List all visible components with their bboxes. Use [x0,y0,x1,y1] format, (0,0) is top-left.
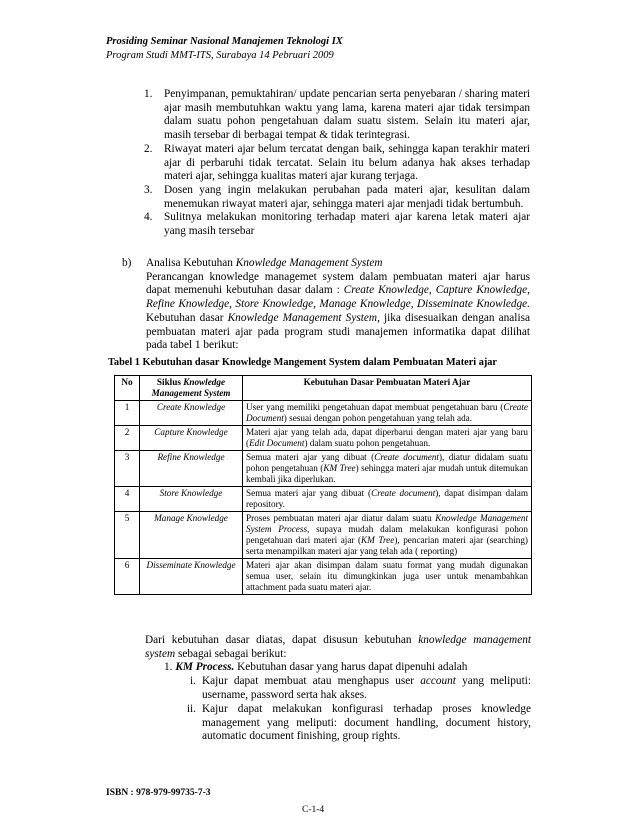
table-caption: Tabel 1 Kebutuhan dasar Knowledge Mangement System dalam Pembuatan Materi ajar [108,357,497,368]
table-row: 3 Refine Knowledge Semua materi ajar yang dibuat (Create document), diatur didalam suatu pohon pengetahuan (KM Tree) sehingga materi ajar mudah untuk ditemukan kembali jika diperlukan. [115,451,532,487]
header-siklus: Siklus Knowledge Management System [140,376,243,401]
table-row: 5 Manage Knowledge Proses pembuatan materi ajar diatur dalam suatu Knowledge Management System Process, supaya mudah dalam melakukan konfigurasi pohon pengetahuan dari materi ajar (KM Tree), pencarian materi ajar (searching) serta menampilkan materi ajar yang telah ada ( reporting) [115,512,532,559]
table-row: 6 Disseminate Knowledge Materi ajar akan disimpan dalam suatu format yang mudah digunakan semua user, selain itu dimungkinkan juga user untuk menambahkan attachment pada suatu materi ajar. [115,559,532,595]
table-row: 2 Capture Knowledge Materi ajar yang telah ada, dapat diperbarui dengan materi ajar yang baru (Edit Document) dalam suatu pohon pengetahuan. [115,426,532,451]
list-item: 4. Sulitnya melakukan monitoring terhadap materi ajar karena letak materi ajar yang masih tersebar [144,211,530,238]
list-item: 3. Dosen yang ingin melakukan perubahan pada materi ajar, kesulitan dalam menemukan riwayat materi ajar, sehingga materi ajar menjadi tidak bertumbuh. [144,183,530,210]
isbn: ISBN : 978-979-99735-7-3 [106,788,211,798]
proceedings-subtitle: Program Studi MMT-ITS, Surabaya 14 Pebruari 2009 [106,50,334,61]
table-header-row [115,376,532,401]
list-item: i. Kajur dapat membuat atau menghapus user account yang meliputi: username, password serta hak akses. [190,675,531,701]
proceedings-title: Prosiding Seminar Nasional Manajemen Teknologi IX [106,36,343,47]
section-b: b) Analisa Kebutuhan Knowledge Management System Perancangan knowledge managemet system dalam pembuatan materi ajar harus dapat memenuhi kebutuhan dasar dalam : Create Knowledge, Capture Knowledge, Refine Knowledge, Store Knowledge, Manage Knowledge, Disseminate Knowledge. Kebutuhan dasar Knowledge Management System, jika disesuaikan dengan analisa pembuatan materi ajar pada program studi manajemen informatika dapat dilihat pada tabel 1 berikut: [122,257,530,352]
section-b-heading: Analisa Kebutuhan Knowledge Management System [146,257,383,269]
section-b-paragraph: Perancangan knowledge managemet system dalam pembuatan materi ajar harus dapat memenuhi kebutuhan dasar dalam : Create Knowledge, Capture Knowledge, Refine Knowledge, Store Knowledge, Manage Knowledge, Disseminate Knowledge. Kebutuhan dasar Knowledge Management System, jika disesuaikan dengan analisa pembuatan materi ajar pada program studi manajemen informatika dapat dilihat pada tabel 1 berikut: [146,270,530,352]
list-item: 1. Penyimpanan, pemuktahiran/ update pencarian serta penyebaran / sharing materi ajar masih membutuhkan waktu yang lama, karena materi ajar tidak tersimpan dalam suatu pohon pengetahuan dalam suatu sistem. Selain itu materi ajar, masih tersebar di berbagai tempat & tidak terintegrasi. [144,88,530,142]
km-process-item: 1. KM Process. Kebutuhan dasar yang harus dapat dipenuhi adalah [164,661,468,673]
page-number: C-1-4 [302,805,325,815]
table-row: 1 Create Knowledge User yang memiliki pengetahuan dapat membuat pengetahuan baru (Create Document) sesuai dengan pohon pengetahuan yang telah ada. [115,401,532,426]
after-table-paragraph: Dari kebutuhan dasar diatas, dapat disusun kebutuhan knowledge management system sebagai sebagai berikut: [145,634,531,660]
problem-list [144,88,530,239]
list-item: 2. Riwayat materi ajar belum tercatat dengan baik, sehingga kapan terakhir materi ajar di perbaruhi tidak tercatat. Selain itu belum adanya hak akses terhadap materi ajar, sehingga kualitas materi ajar kurang terjaga. [144,142,530,183]
header-no: No [115,376,140,401]
requirements-table [114,375,532,595]
list-item: ii. Kajur dapat melakukan konfigurasi terhadap proses knowledge management yang meliputi: document handling, document history, automatic document finishing, group rights. [186,703,531,743]
header-kebutuhan: Kebutuhan Dasar Pembuatan Materi Ajar [243,376,532,401]
table-row: 4 Store Knowledge Semua materi ajar yang dibuat (Create document), dapat disimpan dalam repository. [115,487,532,512]
